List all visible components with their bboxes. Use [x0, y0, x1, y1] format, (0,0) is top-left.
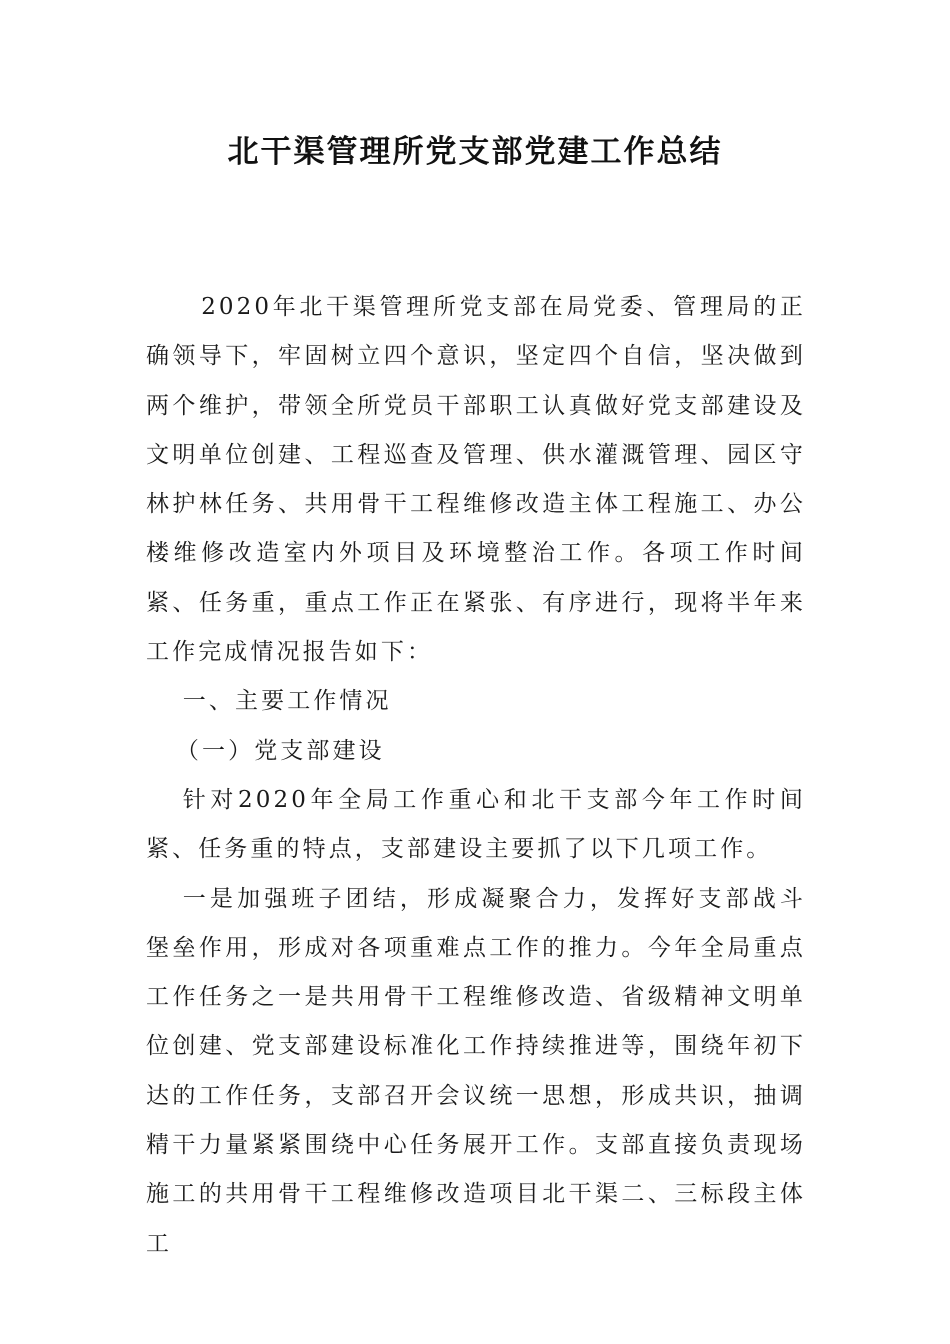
paragraph-point-1: 一是加强班子团结，形成凝聚合力，发挥好支部战斗堡垒作用，形成对各项重难点工作的推力。今年全局重点工作任务之一是共用骨干工程维修改造、省级精神文明单位创建、党支部建设标准化工作持续推进等，围绕年初下达的工作任务，支部召开会议统一思想，形成共识，抽调精干力量紧紧围绕中心任务展开工作。支部直接负责现场施工的共用骨干工程维修改造项目北干渠二、三标段主体工 [146, 885, 806, 1257]
document-title: 北干渠管理所党支部党建工作总结 [227, 134, 723, 170]
heading-section-1: 一、主要工作情况 [182, 688, 392, 715]
paragraph-focus: 针对2020年全局工作重心和北干支部今年工作时间紧、任务重的特点，支部建设主要抓了以下几项工作。 [146, 786, 806, 863]
heading-subsection-1: （一）党支部建设 [175, 737, 385, 764]
document-body [146, 283, 806, 1269]
paragraph-intro: 2020年北干渠管理所党支部在局党委、管理局的正确领导下，牢固树立四个意识，坚定四个自信，坚决做到两个维护，带领全所党员干部职工认真做好党支部建设及文明单位创建、工程巡查及管理、供水灌溉管理、园区守林护林任务、共用骨干工程维修改造主体工程施工、办公楼维修改造室内外项目及环境整治工作。各项工作时间紧、任务重，重点工作正在紧张、有序进行，现将半年来工作完成情况报告如下： [146, 294, 806, 666]
